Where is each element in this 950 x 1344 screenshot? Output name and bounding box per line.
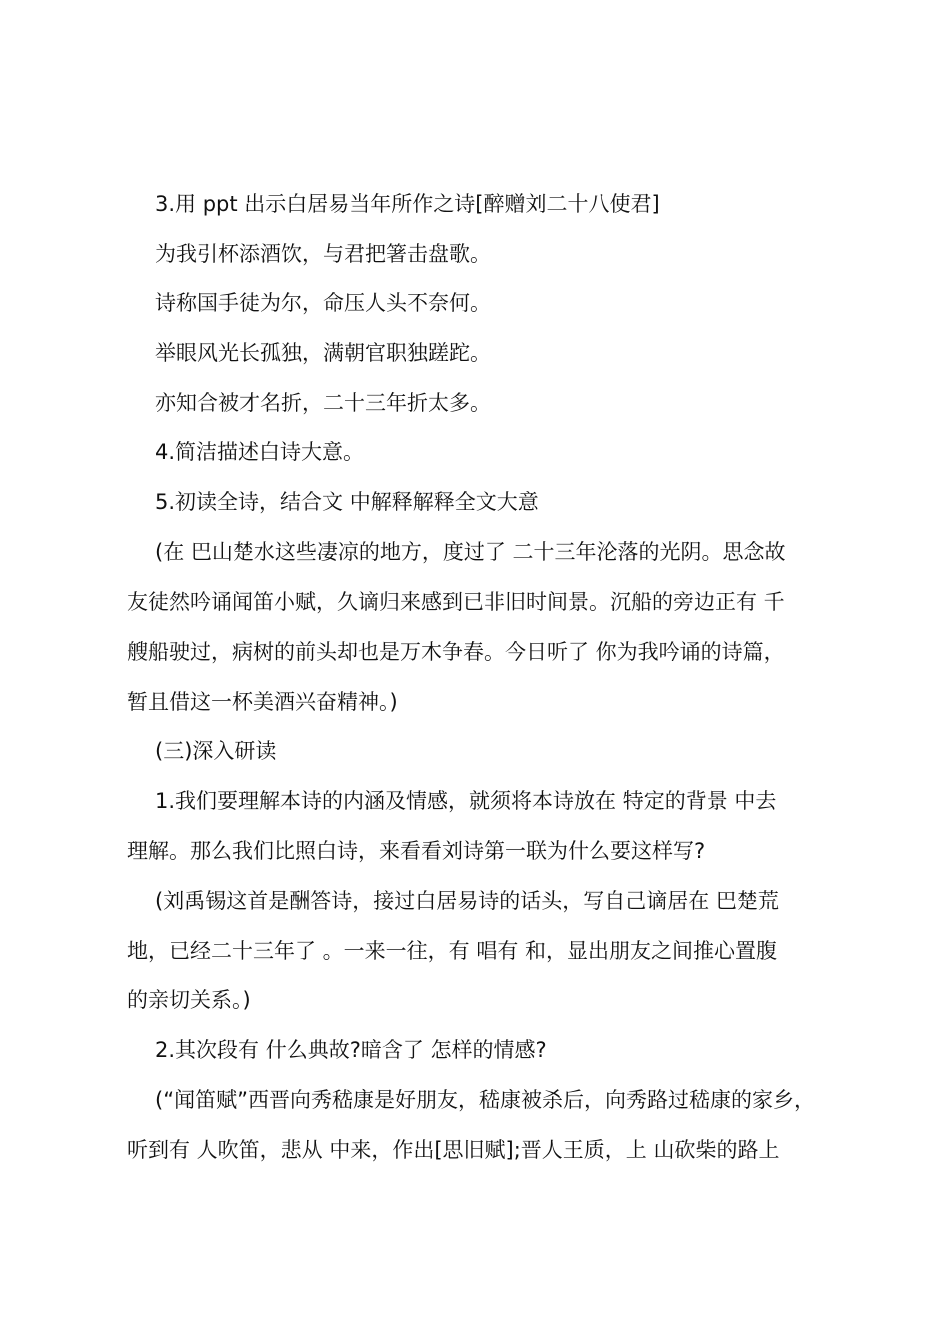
text-line: 1.我们要理解本诗的内涵及情感，就须将本诗放在 特定的背景 中去	[155, 789, 777, 813]
text-line: (在 巴山楚水这些凄凉的地方，度过了 二十三年沦落的光阴。思念故	[155, 540, 786, 564]
text-line: 地，已经二十三年了 。一来一往，有 唱有 和，显出朋友之间推心置腹	[127, 939, 778, 963]
text-line: 诗称国手徒为尔，命压人头不奈何。	[155, 291, 491, 315]
text-line: (“闻笛赋”西晋向秀嵇康是好朋友，嵇康被杀后，向秀路过嵇康的家乡，	[155, 1088, 815, 1112]
text-line: 亦知合被才名折，二十三年折太多。	[155, 391, 491, 415]
text-line: 理解。那么我们比照白诗，来看看刘诗第一联为什么要这样写?	[127, 839, 706, 863]
text-line: 为我引杯添酒饮，与君把箸击盘歌。	[155, 242, 491, 266]
text-line: 暂且借这一杯美酒兴奋精神。)	[127, 690, 398, 714]
text-line: (刘禹锡这首是酬答诗，接过白居易诗的话头，写自己谪居在 巴楚荒	[155, 889, 779, 913]
text-line: 2.其次段有 什么典故?暗含了 怎样的情感?	[155, 1038, 547, 1062]
text-line: 3.用 ppt 出示白居易当年所作之诗[醉赠刘二十八使君]	[155, 192, 660, 216]
text-line: 友徒然吟诵闻笛小赋，久谪归来感到已非旧时间景。沉船的旁边正有 千	[127, 590, 785, 614]
text-line: 举眼风光长孤独，满朝官职独蹉跎。	[155, 341, 491, 365]
section-heading: (三)深入研读	[155, 739, 277, 763]
text-line: 4.简洁描述白诗大意。	[155, 440, 365, 464]
text-line: 5.初读全诗，结合文 中解释解释全文大意	[155, 490, 539, 514]
text-line: 艘船驶过，病树的前头却也是万木争春。今日听了 你为我吟诵的诗篇，	[127, 640, 785, 664]
text-line: 的亲切关系。)	[127, 988, 251, 1012]
text-line: 听到有 人吹笛，悲从 中来，作出[思旧赋];晋人王质，上 山砍柴的路上	[127, 1138, 780, 1162]
